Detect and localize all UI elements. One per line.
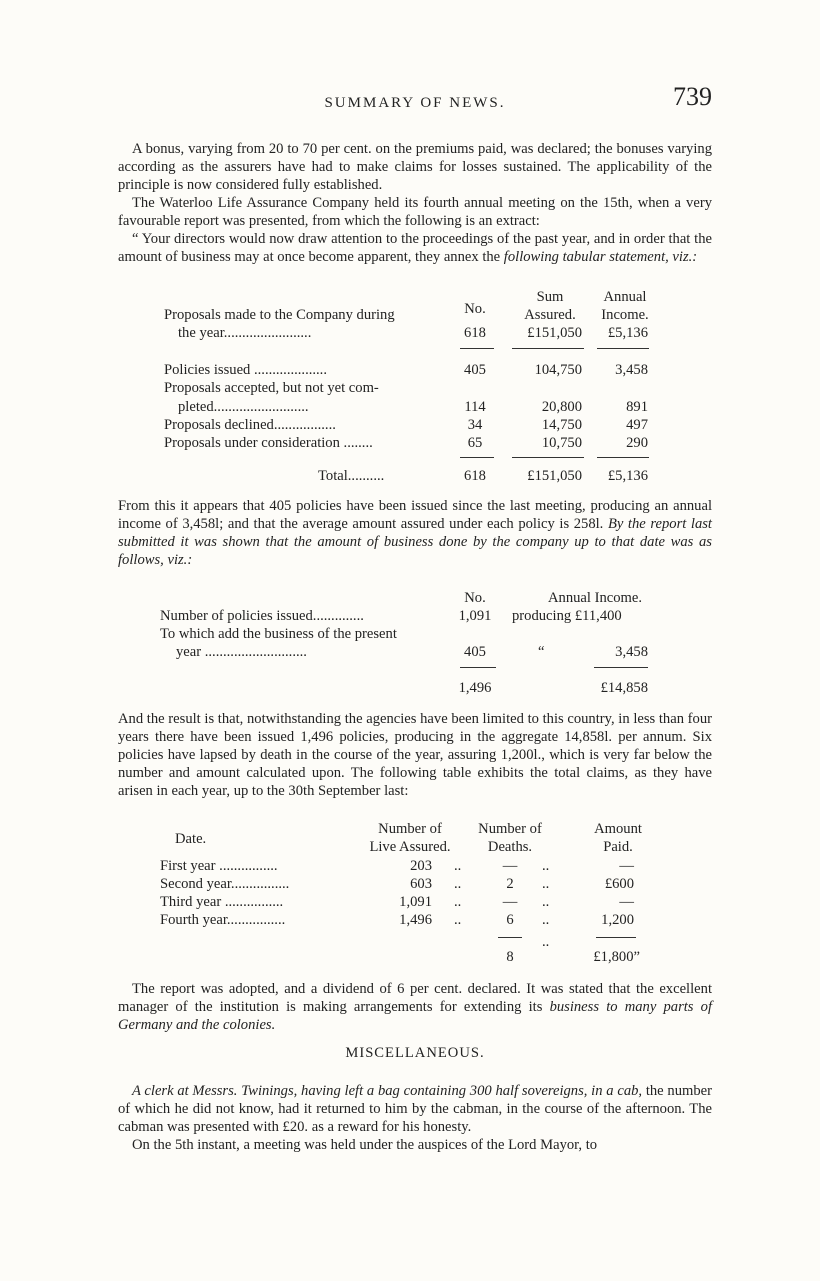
rule — [594, 667, 648, 668]
page-header — [118, 82, 712, 118]
total-income: £5,136 — [607, 468, 648, 484]
row-date: Fourth year................ — [160, 912, 286, 928]
row-sum: 10,750 — [541, 435, 582, 451]
row-label: Policies issued .................... — [164, 362, 327, 378]
row-date: Second year................ — [160, 876, 290, 892]
col-header-sum: Sum Assured. — [524, 289, 576, 323]
total-label: Total.......... — [318, 468, 385, 484]
row-sum: 14,750 — [541, 417, 582, 433]
paragraph-aggregate: And the result is that, notwithstanding the agencies have been limited to this country, in less than four years there have been issued 1,496 policies, producing in the aggregate 14,858l. per annum. Six policies have lapsed by death in the course of the year, assuring 1,200l., which is very far below the number and amount calculated upon. The following table exhibits the total claims, as they have arisen in each year, up to the 30th September last: — [118, 711, 712, 799]
total-sum: £151,050 — [527, 468, 582, 484]
paragraph-bonus: A bonus, varying from 20 to 70 per cent. on the premiums paid, was declared; the bonuses varying according as the assurers have had to make claims for losses sustained. The applicability of the principle is now considered fully established. — [118, 141, 712, 193]
row-no: 65 — [467, 435, 483, 451]
ditto-mark: “ — [538, 644, 545, 660]
row-label: Proposals under consideration ........ — [164, 435, 373, 451]
paragraph-waterloo: The Waterloo Life Assurance Company held its fourth annual meeting on the 15th, when a very favourable report was presented, from which the following is an extract: — [118, 195, 712, 229]
proposals-income: £5,136 — [607, 325, 648, 341]
row-income: 3,458 — [615, 644, 648, 660]
paragraph-directors: “ Your directors would now draw attention to the proceedings of the past year, and in order that the amount of business may at once become apparent, they annex the following tabular statement, viz.: — [118, 231, 712, 265]
leader-dots: .. — [542, 858, 550, 874]
row-label: pleted.......................... — [178, 399, 309, 415]
results-paragraph-block — [118, 497, 712, 569]
proposals-label-2: the year........................ — [178, 325, 312, 341]
row-no: 405 — [464, 644, 486, 660]
leader-dots: .. — [542, 876, 550, 892]
row-label: Proposals declined................. — [164, 417, 336, 433]
col-header-live: Number of Live Assured. — [369, 821, 451, 855]
rule — [460, 348, 494, 349]
row-no: 1,091 — [458, 608, 492, 624]
row-sum: 104,750 — [534, 362, 582, 378]
row-income: 891 — [626, 399, 648, 415]
row-amount: — — [619, 894, 634, 910]
row-deaths: 2 — [506, 876, 514, 892]
row-label: Proposals accepted, but not yet com- — [164, 380, 379, 396]
paragraph-lord-mayor: On the 5th instant, a meeting was held under the auspices of the Lord Mayor, to — [132, 1137, 598, 1153]
page-number: 739 — [673, 82, 712, 111]
rule — [460, 667, 496, 668]
row-no: 114 — [464, 399, 486, 415]
rule — [512, 457, 584, 458]
row-date: Third year ................ — [160, 894, 284, 910]
leader-dots: .. — [454, 858, 462, 874]
row-deaths: 6 — [506, 912, 514, 928]
row-amount: £600 — [604, 876, 634, 892]
row-live: 203 — [410, 858, 432, 874]
row-label: Number of policies issued.............. — [160, 608, 364, 624]
rule — [596, 937, 636, 938]
rule — [512, 348, 584, 349]
total-deaths: 8 — [506, 949, 514, 965]
col-header-no: No. — [464, 301, 486, 317]
row-income: 497 — [626, 417, 648, 433]
section-heading-miscellaneous: MISCELLANEOUS. — [345, 1045, 485, 1061]
aggregate-paragraph-block — [118, 710, 712, 800]
row-date: First year ................ — [160, 858, 278, 874]
leader-dots: .. — [454, 894, 462, 910]
row-income: 290 — [626, 435, 648, 451]
rule — [597, 348, 649, 349]
col-header-date: Date. — [175, 831, 207, 847]
rule — [498, 937, 522, 938]
leader-dots: .. — [542, 912, 550, 928]
total-amount: £1,800” — [593, 949, 640, 965]
proposals-label-1: Proposals made to the Company during — [164, 307, 395, 323]
row-deaths: — — [502, 894, 518, 910]
col-header-income: Annual Income. — [548, 590, 643, 606]
row-label: year ............................ — [176, 644, 307, 660]
row-sum: 20,800 — [541, 399, 582, 415]
col-header-amount: Amount Paid. — [594, 821, 642, 855]
row-amount: 1,200 — [601, 912, 634, 928]
row-deaths: — — [502, 858, 518, 874]
leader-dots: .. — [542, 934, 550, 950]
row-live: 1,496 — [399, 912, 432, 928]
rule — [460, 457, 494, 458]
row-label: To which add the business of the present — [160, 626, 397, 642]
paragraph-adoption: The report was adopted, and a dividend of 6 per cent. declared. It was stated that the excellent manager of the institution is making arrangements for extending its business to many parts of Germany and the colonies. — [118, 981, 713, 1033]
row-live: 603 — [410, 876, 432, 892]
rule — [597, 457, 649, 458]
col-header-deaths: Number of Deaths. — [478, 821, 542, 855]
paragraph-results: From this it appears that 405 policies have been issued since the last meeting, producing an annual income of 3,458l; and that the average amount assured under each policy is 258l. By the report last submitted it was shown that the amount of business done by the company up to that date was as follows, viz.: — [118, 498, 712, 568]
row-income: producing £11,400 — [512, 608, 622, 624]
row-no: 34 — [467, 417, 483, 433]
leader-dots: .. — [454, 912, 462, 928]
row-live: 1,091 — [399, 894, 432, 910]
total-no: 1,496 — [458, 680, 492, 696]
running-title: SUMMARY OF NEWS. — [324, 95, 506, 111]
leader-dots: .. — [542, 894, 550, 910]
col-header-income: Annual Income. — [601, 289, 649, 323]
adoption-paragraph-block — [118, 980, 712, 1034]
row-no: 405 — [464, 362, 486, 378]
col-header-no: No. — [464, 590, 486, 606]
proposals-sum: £151,050 — [527, 325, 582, 341]
total-no: 618 — [464, 468, 486, 484]
paragraph-twinings: A clerk at Messrs. Twinings, having left a bag containing 300 half sovereigns, in a cab, the number of which he did not know, had it returned to him by the cabman, in the course of the afternoon. The cabman was presented with £20. as a reward for his honesty. — [118, 1083, 712, 1135]
proposals-no: 618 — [464, 325, 486, 341]
row-amount: — — [619, 858, 634, 874]
total-income: £14,858 — [600, 680, 648, 696]
miscellaneous-paragraphs — [118, 1082, 712, 1154]
leader-dots: .. — [454, 876, 462, 892]
row-income: 3,458 — [615, 362, 648, 378]
intro-paragraphs — [118, 140, 712, 266]
